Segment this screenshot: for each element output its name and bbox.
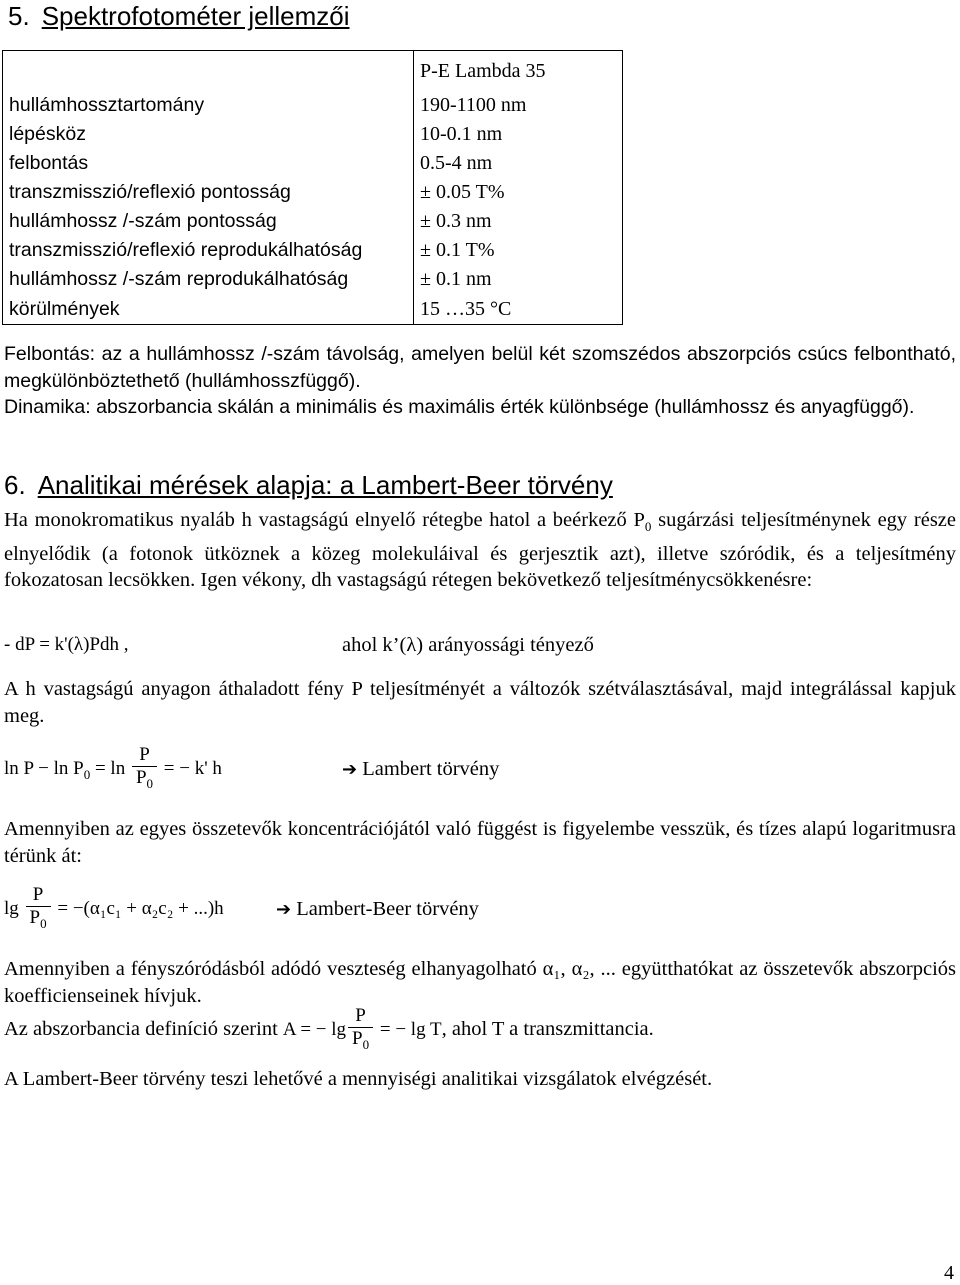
definition-dinamika: Dinamika: abszorbancia skálán a minimális és maximális érték különbsége (hullámhossz és anyagfüggő). xyxy=(4,396,915,418)
section-6-title: Analitikai mérések alapja: a Lambert-Beer törvény xyxy=(37,470,613,500)
definition-felbontas: Felbontás: az a hullámhossz /-szám távolság, amelyen belül két szomszédos abszorpciós csúcs felbontható, megkülönböztethető (hullámhosszfüggő). xyxy=(4,343,956,392)
paragraph-integration: A h vastagságú anyagon áthaladott fény P teljesítményét a változók szétválasztásával, majd integrálással kapjuk meg. xyxy=(4,678,956,727)
fraction: $\frac{P}{P_0}$ xyxy=(348,1005,373,1056)
table-header-row xyxy=(3,51,623,92)
table-row: hullámhossz /-szám pontosság ± 0.3 nm xyxy=(3,207,623,236)
section-5-number: 5. xyxy=(8,1,30,31)
lambert-beer-label: ➔ Lambert-Beer törvény xyxy=(276,898,479,920)
table-row: körülmények 15 …35 °C xyxy=(3,294,623,325)
arrow-right-icon: ➔ xyxy=(276,899,292,920)
equation-differential: - dP = k'(λ)Pdh , xyxy=(4,634,129,655)
section-5-title: Spektrofotométer jellemzői xyxy=(41,1,350,31)
fraction: $\frac{P}{P_0}$ xyxy=(132,744,157,795)
equation-lambert-beer: lg $\frac{P}{P_0}$ = −(α₁c₁ + α₂c₂ + ...)h xyxy=(4,882,224,936)
page-number: 4 xyxy=(944,1262,954,1284)
table-row: hullámhossz /-szám reprodukálhatóság ± 0.1 nm xyxy=(3,265,623,294)
section-5-heading xyxy=(8,2,350,30)
arrow-right-icon: ➔ xyxy=(342,759,358,780)
table-row: transzmisszió/reflexió reprodukálhatóság ± 0.1 T% xyxy=(3,236,623,265)
spec-table xyxy=(2,50,623,325)
paragraph-absorbance: Az abszorbancia definíció szerint A = − lg $\frac{P}{P_0}$ = − lg T, ahol T a transzmittancia. xyxy=(4,1002,654,1057)
instrument-name: P-E Lambda 35 xyxy=(414,51,623,92)
paragraph-concentration: Amennyiben az egyes összetevők koncentrációjától való függést is figyelembe vesszük, és tízes alapú logaritmusra térünk át: xyxy=(4,818,956,867)
section-6-heading xyxy=(4,470,613,500)
equation-differential-note: ahol k’(λ) arányossági tényező xyxy=(342,634,594,656)
section-6-number: 6. xyxy=(4,470,26,500)
lambert-label: ➔ Lambert törvény xyxy=(342,758,500,780)
table-row: transzmisszió/reflexió pontosság ± 0.05 T% xyxy=(3,178,623,207)
table-row: felbontás 0.5-4 nm xyxy=(3,149,623,178)
equation-lambert: $\ln P - \ln P_0 = \ln$ $\frac{P}{P_0}$ = − k' h xyxy=(4,742,222,802)
paragraph-intro: Ha monokromatikus nyaláb h vastagságú elnyelő rétegbe hatol a beérkező $P_0$ sugárzási teljesítménynek egy része elnyelődik (a fotonok ütköznek a közeg molekuláival és gerjesztik azt), illetve szóródik, és a teljesítmény fokozatosan lecsökken. Igen vékony, dh vastagságú rétegen bekövetkező teljesítménycsökkenésre: xyxy=(4,509,956,592)
table-row: lépésköz 10-0.1 nm xyxy=(3,120,623,149)
paragraph-coefficients: Amennyiben a fényszóródásból adódó veszteség elhanyagolható α₁, α₂, ... együtthatókat az összetevők abszorpciós koefficienseinek hívjuk. xyxy=(4,958,956,1007)
fraction: $\frac{P}{P_0}$ xyxy=(26,884,51,935)
paragraph-conclusion: A Lambert-Beer törvény teszi lehetővé a mennyiségi analitikai vizsgálatok elvégzését. xyxy=(4,1068,713,1090)
table-row: hullámhossztartomány 190-1100 nm xyxy=(3,91,623,120)
